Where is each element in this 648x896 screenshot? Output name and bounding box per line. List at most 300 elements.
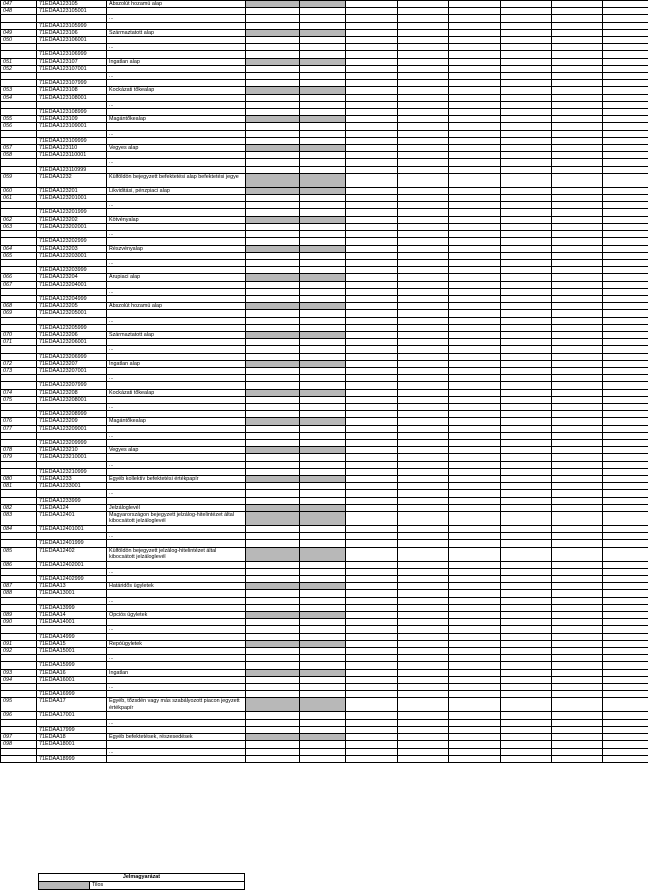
value-cell <box>246 252 300 259</box>
value-cell <box>300 123 346 130</box>
table-row <box>1 734 648 741</box>
value-cell <box>246 267 300 274</box>
value-cell <box>246 317 300 324</box>
row-code: 71EDAA123203001 <box>37 252 107 259</box>
value-cell <box>449 447 501 454</box>
value-cell <box>300 259 346 266</box>
value-cell <box>300 576 346 583</box>
value-cell <box>501 583 552 590</box>
table-row <box>1 29 648 36</box>
value-cell <box>552 583 603 590</box>
row-number <box>1 209 37 216</box>
row-number: 087 <box>1 583 37 590</box>
value-cell <box>552 1 603 8</box>
value-cell <box>300 669 346 676</box>
row-code: 71EDAA123205 <box>37 303 107 310</box>
table-row <box>1 37 648 44</box>
value-cell <box>603 58 648 65</box>
table-row <box>1 576 648 583</box>
value-cell <box>346 468 398 475</box>
table-row <box>1 396 648 403</box>
value-cell <box>501 726 552 733</box>
row-number: 048 <box>1 8 37 15</box>
value-cell <box>398 202 449 209</box>
value-cell <box>449 51 501 58</box>
value-cell <box>501 202 552 209</box>
table-row <box>1 202 648 209</box>
table-row <box>1 353 648 360</box>
value-cell <box>552 339 603 346</box>
row-number: 065 <box>1 252 37 259</box>
row-label <box>107 223 246 230</box>
value-cell <box>552 123 603 130</box>
value-cell <box>449 418 501 425</box>
value-cell <box>552 512 603 526</box>
value-cell <box>603 676 648 683</box>
row-code: 71EDAA123207 <box>37 360 107 367</box>
row-label <box>107 604 246 611</box>
row-code: 71EDAA123109 <box>37 116 107 123</box>
value-cell <box>449 145 501 152</box>
value-cell <box>346 159 398 166</box>
row-number <box>1 468 37 475</box>
value-cell <box>346 252 398 259</box>
row-number: 084 <box>1 526 37 533</box>
table-row <box>1 512 648 526</box>
value-cell <box>501 547 552 561</box>
value-cell <box>501 741 552 748</box>
value-cell <box>398 116 449 123</box>
value-cell <box>449 303 501 310</box>
value-cell <box>300 231 346 238</box>
value-cell <box>398 540 449 547</box>
value-cell <box>603 684 648 691</box>
value-cell <box>603 187 648 194</box>
row-code <box>37 159 107 166</box>
row-number: 055 <box>1 116 37 123</box>
row-number: 086 <box>1 561 37 568</box>
row-label: ... <box>107 44 246 51</box>
value-cell <box>603 80 648 87</box>
table-row <box>1 80 648 87</box>
value-cell <box>300 396 346 403</box>
value-cell <box>501 626 552 633</box>
row-code: 71EDAA123207999 <box>37 382 107 389</box>
row-number: 052 <box>1 65 37 72</box>
value-cell <box>300 676 346 683</box>
value-cell <box>449 655 501 662</box>
value-cell <box>449 58 501 65</box>
value-cell <box>300 597 346 604</box>
row-label: ... <box>107 626 246 633</box>
value-cell <box>449 288 501 295</box>
value-cell <box>501 396 552 403</box>
value-cell <box>346 209 398 216</box>
row-number: 072 <box>1 360 37 367</box>
value-cell <box>449 691 501 698</box>
table-row <box>1 590 648 597</box>
value-cell <box>449 619 501 626</box>
row-number: 060 <box>1 187 37 194</box>
row-label: ... <box>107 159 246 166</box>
value-cell <box>501 619 552 626</box>
row-code: 71EDAA123201001 <box>37 195 107 202</box>
table-row <box>1 382 648 389</box>
value-cell <box>300 719 346 726</box>
value-cell <box>246 454 300 461</box>
value-cell <box>246 274 300 281</box>
row-label: Egyéb, tőzsdén vagy más szabályozott piacon jegyzett értékpapír <box>107 698 246 712</box>
value-cell <box>552 259 603 266</box>
value-cell <box>603 626 648 633</box>
value-cell <box>346 447 398 454</box>
value-cell <box>346 461 398 468</box>
row-code: 71EDAA123204 <box>37 274 107 281</box>
row-code: 71EDAA18 <box>37 734 107 741</box>
value-cell <box>398 44 449 51</box>
value-cell <box>449 576 501 583</box>
value-cell <box>552 94 603 101</box>
value-cell <box>246 375 300 382</box>
value-cell <box>300 476 346 483</box>
row-number <box>1 267 37 274</box>
value-cell <box>603 281 648 288</box>
value-cell <box>603 145 648 152</box>
row-number: 079 <box>1 454 37 461</box>
value-cell <box>346 432 398 439</box>
value-cell <box>449 317 501 324</box>
value-cell <box>552 418 603 425</box>
value-cell <box>398 195 449 202</box>
value-cell <box>603 691 648 698</box>
value-cell <box>449 425 501 432</box>
value-cell <box>398 259 449 266</box>
row-number: 053 <box>1 87 37 94</box>
value-cell <box>501 367 552 374</box>
row-number <box>1 533 37 540</box>
value-cell <box>603 101 648 108</box>
value-cell <box>398 346 449 353</box>
table-row <box>1 274 648 281</box>
value-cell <box>501 231 552 238</box>
table-row <box>1 303 648 310</box>
row-label: Határidős ügyletek <box>107 583 246 590</box>
value-cell <box>603 44 648 51</box>
value-cell <box>603 526 648 533</box>
value-cell <box>501 15 552 22</box>
value-cell <box>246 137 300 144</box>
value-cell <box>603 454 648 461</box>
table-row <box>1 15 648 22</box>
value-cell <box>552 209 603 216</box>
value-cell <box>246 15 300 22</box>
value-cell <box>300 44 346 51</box>
value-cell <box>603 8 648 15</box>
table-row <box>1 597 648 604</box>
value-cell <box>346 80 398 87</box>
row-label <box>107 741 246 748</box>
value-cell <box>552 375 603 382</box>
value-cell <box>552 245 603 252</box>
value-cell <box>246 360 300 367</box>
value-cell <box>449 101 501 108</box>
value-cell <box>449 195 501 202</box>
row-code: 71EDAA123202 <box>37 216 107 223</box>
row-code: 71EDAA14 <box>37 612 107 619</box>
value-cell <box>300 468 346 475</box>
row-code: 71EDAA123108999 <box>37 109 107 116</box>
table-row <box>1 130 648 137</box>
value-cell <box>501 512 552 526</box>
value-cell <box>346 561 398 568</box>
value-cell <box>501 418 552 425</box>
value-cell <box>603 274 648 281</box>
value-cell <box>398 231 449 238</box>
value-cell <box>246 676 300 683</box>
value-cell <box>246 583 300 590</box>
row-code <box>37 533 107 540</box>
value-cell <box>552 166 603 173</box>
table-row <box>1 267 648 274</box>
row-number: 050 <box>1 37 37 44</box>
row-code: 71EDAA123209 <box>37 418 107 425</box>
value-cell <box>449 612 501 619</box>
row-code <box>37 101 107 108</box>
value-cell <box>300 755 346 762</box>
value-cell <box>552 8 603 15</box>
value-cell <box>501 339 552 346</box>
value-cell <box>501 303 552 310</box>
row-label: Vegyes alap <box>107 145 246 152</box>
value-cell <box>246 209 300 216</box>
value-cell <box>552 145 603 152</box>
value-cell <box>398 288 449 295</box>
value-cell <box>501 655 552 662</box>
value-cell <box>346 8 398 15</box>
value-cell <box>552 137 603 144</box>
row-code: 71EDAA16001 <box>37 676 107 683</box>
legend-item-label: Tilos <box>90 882 245 890</box>
value-cell <box>246 590 300 597</box>
row-code: 71EDAA13999 <box>37 604 107 611</box>
value-cell <box>300 281 346 288</box>
value-cell <box>449 360 501 367</box>
value-cell <box>346 411 398 418</box>
value-cell <box>398 726 449 733</box>
value-cell <box>449 80 501 87</box>
value-cell <box>552 748 603 755</box>
value-cell <box>603 561 648 568</box>
row-number: 076 <box>1 418 37 425</box>
table-row <box>1 94 648 101</box>
value-cell <box>449 476 501 483</box>
value-cell <box>552 719 603 726</box>
value-cell <box>398 640 449 647</box>
table-row <box>1 526 648 533</box>
row-code: 71EDAA15001 <box>37 648 107 655</box>
value-cell <box>300 389 346 396</box>
value-cell <box>300 526 346 533</box>
value-cell <box>449 411 501 418</box>
row-code: 71EDAA123205001 <box>37 310 107 317</box>
value-cell <box>501 317 552 324</box>
value-cell <box>300 288 346 295</box>
value-cell <box>346 259 398 266</box>
row-number: 059 <box>1 173 37 187</box>
value-cell <box>346 101 398 108</box>
value-cell <box>246 719 300 726</box>
value-cell <box>449 116 501 123</box>
value-cell <box>449 245 501 252</box>
value-cell <box>449 367 501 374</box>
row-code: 71EDAA123106 <box>37 29 107 36</box>
value-cell <box>449 734 501 741</box>
value-cell <box>246 512 300 526</box>
value-cell <box>346 633 398 640</box>
value-cell <box>346 512 398 526</box>
value-cell <box>300 137 346 144</box>
value-cell <box>552 476 603 483</box>
row-label <box>107 561 246 568</box>
value-cell <box>346 267 398 274</box>
value-cell <box>449 684 501 691</box>
value-cell <box>346 669 398 676</box>
value-cell <box>246 561 300 568</box>
value-cell <box>552 504 603 511</box>
value-cell <box>449 547 501 561</box>
value-cell <box>552 231 603 238</box>
table-row <box>1 418 648 425</box>
value-cell <box>300 604 346 611</box>
value-cell <box>398 662 449 669</box>
row-label <box>107 526 246 533</box>
value-cell <box>398 353 449 360</box>
value-cell <box>449 353 501 360</box>
value-cell <box>449 490 501 497</box>
row-code: 71EDAA17 <box>37 698 107 712</box>
row-number <box>1 73 37 80</box>
value-cell <box>552 640 603 647</box>
row-number <box>1 238 37 245</box>
value-cell <box>552 37 603 44</box>
table-row <box>1 655 648 662</box>
row-label: ... <box>107 259 246 266</box>
value-cell <box>246 662 300 669</box>
value-cell <box>346 490 398 497</box>
value-cell <box>346 568 398 575</box>
value-cell <box>246 145 300 152</box>
value-cell <box>300 533 346 540</box>
value-cell <box>603 353 648 360</box>
value-cell <box>552 619 603 626</box>
value-cell <box>501 698 552 712</box>
value-cell <box>398 547 449 561</box>
row-number: 092 <box>1 648 37 655</box>
value-cell <box>501 1 552 8</box>
table-row <box>1 748 648 755</box>
value-cell <box>449 461 501 468</box>
value-cell <box>300 640 346 647</box>
value-cell <box>346 640 398 647</box>
value-cell <box>398 619 449 626</box>
value-cell <box>449 540 501 547</box>
value-cell <box>246 633 300 640</box>
value-cell <box>603 726 648 733</box>
row-label <box>107 166 246 173</box>
value-cell <box>501 51 552 58</box>
table-row <box>1 676 648 683</box>
value-cell <box>246 346 300 353</box>
row-code: 71EDAA123108 <box>37 87 107 94</box>
row-label <box>107 109 246 116</box>
value-cell <box>603 375 648 382</box>
value-cell <box>398 403 449 410</box>
table-row <box>1 65 648 72</box>
value-cell <box>603 1 648 8</box>
value-cell <box>501 195 552 202</box>
value-cell <box>300 403 346 410</box>
row-label: Opciós ügyletek <box>107 612 246 619</box>
value-cell <box>552 288 603 295</box>
value-cell <box>449 676 501 683</box>
value-cell <box>246 231 300 238</box>
value-cell <box>246 669 300 676</box>
value-cell <box>398 223 449 230</box>
value-cell <box>552 324 603 331</box>
row-number: 062 <box>1 216 37 223</box>
value-cell <box>398 604 449 611</box>
row-label: Részvényalap <box>107 245 246 252</box>
value-cell <box>603 109 648 116</box>
value-cell <box>603 568 648 575</box>
value-cell <box>300 626 346 633</box>
value-cell <box>346 339 398 346</box>
value-cell <box>346 741 398 748</box>
row-label: Kockázati tőkealap <box>107 389 246 396</box>
row-number: 061 <box>1 195 37 202</box>
value-cell <box>449 626 501 633</box>
value-cell <box>449 648 501 655</box>
row-label <box>107 22 246 29</box>
value-cell <box>246 403 300 410</box>
table-row <box>1 604 648 611</box>
table-row <box>1 137 648 144</box>
value-cell <box>346 604 398 611</box>
value-cell <box>449 669 501 676</box>
value-cell <box>246 116 300 123</box>
value-cell <box>552 454 603 461</box>
value-cell <box>449 22 501 29</box>
value-cell <box>398 109 449 116</box>
value-cell <box>398 612 449 619</box>
table-row <box>1 447 648 454</box>
value-cell <box>449 748 501 755</box>
value-cell <box>603 159 648 166</box>
table-row <box>1 454 648 461</box>
row-number: 083 <box>1 512 37 526</box>
row-number: 075 <box>1 396 37 403</box>
value-cell <box>552 223 603 230</box>
value-cell <box>246 238 300 245</box>
value-cell <box>603 166 648 173</box>
value-cell <box>603 267 648 274</box>
value-cell <box>449 633 501 640</box>
value-cell <box>501 461 552 468</box>
value-cell <box>501 490 552 497</box>
value-cell <box>398 367 449 374</box>
value-cell <box>449 375 501 382</box>
row-number <box>1 295 37 302</box>
